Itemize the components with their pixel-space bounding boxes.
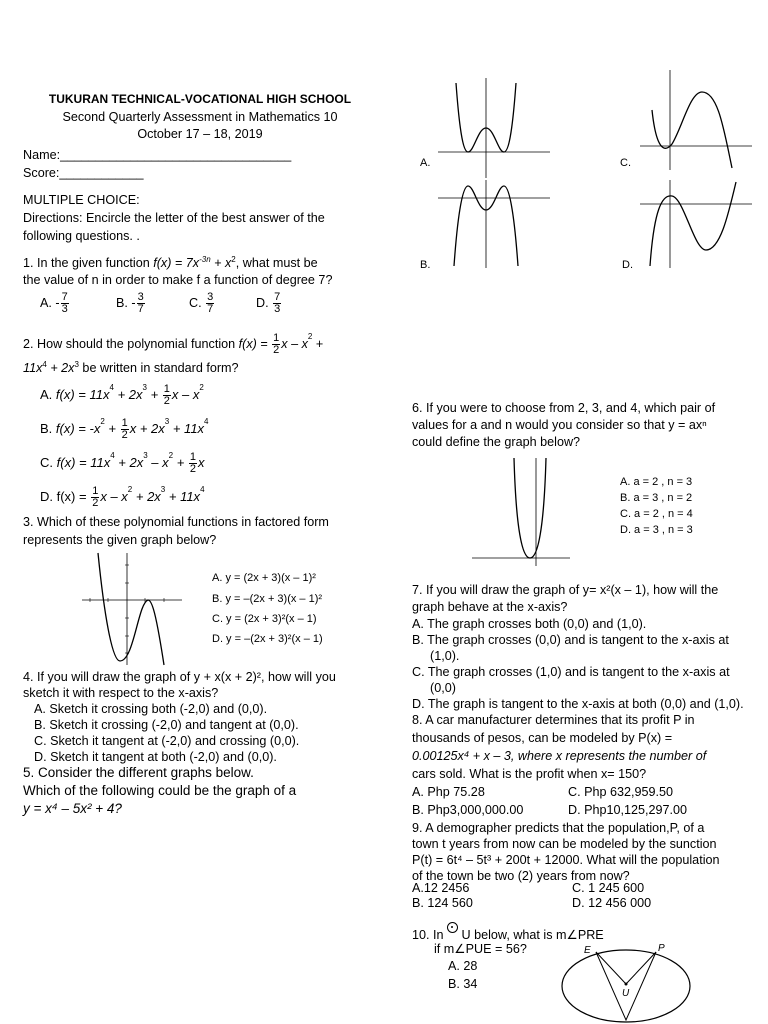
q6-line3: could define the graph below? <box>412 435 581 449</box>
q5-line1: 5. Consider the different graphs below. <box>23 765 254 780</box>
graph-label-a: A. <box>420 157 431 169</box>
directions-line1: Directions: Encircle the letter of the best answer of the <box>23 211 325 225</box>
q10-line2: if m∠PUE = 56? <box>434 942 527 956</box>
q8-option-a[interactable]: A. Php 75.28 <box>412 785 485 799</box>
name-field[interactable]: Name:_________________________________ <box>23 148 292 162</box>
point-p-label: P <box>658 943 665 954</box>
graph-label-b: B. <box>420 259 431 271</box>
q3-option-c[interactable]: C. y = (2x + 3)²(x – 1) <box>212 613 317 625</box>
q6-line1: 6. If you were to choose from 2, 3, and 4, which pair of <box>412 401 716 415</box>
q4-option-b[interactable]: B. Sketch it crossing (-2,0) and tangent at (0,0). <box>34 718 299 732</box>
q2-option-c[interactable]: C. $f(x) = 11x^4 + 2x^3 - x^2$ + $\frac{1}{2}$ x <box>40 451 205 475</box>
q4-line1: 4. If you will draw the graph of y + x(x + 2)², how will you <box>23 670 336 684</box>
q1-line1: 1. In the given function $f(x) = 7x^{-3n} + x^2$, what must be <box>23 255 318 270</box>
q8-line1: 8. A car manufacturer determines that its profit P in <box>412 713 695 727</box>
q8-option-b[interactable]: B. Php3,000,000.00 <box>412 803 524 817</box>
q6-option-a[interactable]: A. a = 2 , n = 3 <box>620 476 693 488</box>
angle-icon: ∠ <box>566 928 578 942</box>
q5-line3: y = x⁴ – 5x² + 4? <box>23 801 122 816</box>
q9-option-b[interactable]: B. 124 560 <box>412 896 473 910</box>
q1-option-d[interactable]: D. $\frac{7}{3}$ <box>256 291 281 315</box>
q6-option-c[interactable]: C. a = 2 , n = 4 <box>620 508 693 520</box>
q1-option-b[interactable]: B. - $\frac{3}{7}$ <box>116 291 144 315</box>
exam-title: Second Quarterly Assessment in Mathematics 10 <box>62 110 338 124</box>
q1-line2: the value of n in order to make f a function of degree 7? <box>23 273 333 287</box>
q10-line1: 10. In U below, what is m∠PRE <box>412 922 604 942</box>
q5-graph-c <box>640 70 755 170</box>
q2-line2: $11x^4 + 2x^3$ be written in standard form? <box>23 360 239 375</box>
q2-option-a[interactable]: A. $f(x) = 11x^4 + 2x^3$ + $\frac{1}{2}$ x – $x^2$ <box>40 383 204 407</box>
q7-option-b-cont: (1,0). <box>430 649 460 663</box>
q2-option-b[interactable]: B. $f(x) = -x^2$ + $\frac{1}{2}$ $x + 2x^3 + 11x^4$ <box>40 417 209 441</box>
q1-option-a[interactable]: A. - $\frac{7}{3}$ <box>40 291 68 315</box>
q9-line4: of the town be two (2) years from now? <box>412 869 630 883</box>
q6-graph <box>472 458 572 568</box>
q9-option-a[interactable]: A.12 2456 <box>412 881 470 895</box>
q6-option-d[interactable]: D. a = 3 , n = 3 <box>620 524 693 536</box>
q5-graph-d <box>640 180 755 270</box>
q4-option-c[interactable]: C. Sketch it tangent at (-2,0) and crossing (0,0). <box>34 734 300 748</box>
q2-option-d[interactable]: D. f(x) = $\frac{1}{2}$ $x - x^2 + 2x^3 + 11x^4$ <box>40 485 205 509</box>
q2-line1: 2. How should the polynomial function f(x) = $\frac{1}{2}$ x – $x^2$ + <box>23 332 324 356</box>
q3-line2: represents the given graph below? <box>23 533 217 547</box>
graph-label-c: C. <box>620 157 631 169</box>
q8-line3: 0.00125x⁴ + x – 3, where x represents the number of <box>412 749 707 763</box>
q7-line1: 7. If you will draw the graph of y= x²(x – 1), how will the <box>412 583 719 597</box>
q3-option-b[interactable]: B. y = –(2x + 3)(x – 1)² <box>212 593 323 605</box>
q6-option-b[interactable]: B. a = 3 , n = 2 <box>620 492 693 504</box>
q7-option-b[interactable]: B. The graph crosses (0,0) and is tangent to the x-axis at <box>412 633 729 647</box>
directions-line2: following questions. . <box>23 229 140 243</box>
q4-option-d[interactable]: D. Sketch it tangent at both (-2,0) and (0,0). <box>34 750 277 764</box>
exam-date: October 17 – 18, 2019 <box>137 127 263 141</box>
q8-option-d[interactable]: D. Php10,125,297.00 <box>568 803 688 817</box>
q3-graph <box>82 553 182 668</box>
point-e-label: E <box>584 945 591 956</box>
q10-option-a[interactable]: A. 28 <box>448 959 478 973</box>
graph-label-d: D. <box>622 259 633 271</box>
q7-option-d[interactable]: D. The graph is tangent to the x-axis at both (0,0) and (1,0). <box>412 697 744 711</box>
q3-option-d[interactable]: D. y = –(2x + 3)²(x – 1) <box>212 633 323 645</box>
q4-option-a[interactable]: A. Sketch it crossing both (-2,0) and (0,0). <box>34 702 268 716</box>
q9-option-d[interactable]: D. 12 456 000 <box>572 896 652 910</box>
q1-option-c[interactable]: C. $\frac{3}{7}$ <box>189 291 214 315</box>
q3-option-a[interactable]: A. y = (2x + 3)(x – 1)² <box>212 572 316 584</box>
section-type: MULTIPLE CHOICE: <box>23 193 140 207</box>
q10-circle-diagram <box>560 946 700 1024</box>
point-u-label: U <box>622 988 630 999</box>
circle-symbol-icon <box>447 922 458 933</box>
q6-line2: values for a and n would you consider so that y = axⁿ <box>412 418 707 432</box>
q10-option-b[interactable]: B. 34 <box>448 977 478 991</box>
school-name: TUKURAN TECHNICAL-VOCATIONAL HIGH SCHOOL <box>48 92 352 106</box>
q7-line2: graph behave at the x-axis? <box>412 600 568 614</box>
q5-line2: Which of the following could be the graph of a <box>23 783 297 798</box>
q3-line1: 3. Which of these polynomial functions in factored form <box>23 515 329 529</box>
score-field[interactable]: Score:____________ <box>23 166 144 180</box>
q9-line3: P(t) = 6t⁴ – 5t³ + 200t + 12000. What will the population <box>412 853 720 867</box>
q7-option-c-cont: (0,0) <box>430 681 456 695</box>
q7-option-c[interactable]: C. The graph crosses (1,0) and is tangent to the x-axis at <box>412 665 730 679</box>
q5-graph-b <box>438 180 553 270</box>
angle-icon: ∠ <box>454 942 466 956</box>
q4-line2: sketch it with respect to the x-axis? <box>23 686 219 700</box>
q9-line2: town t years from now can be modeled by the sunction <box>412 837 717 851</box>
q7-option-a[interactable]: A. The graph crosses both (0,0) and (1,0). <box>412 617 647 631</box>
q8-line2: thousands of pesos, can be modeled by P(x) = <box>412 731 673 745</box>
q8-option-c[interactable]: C. Php 632,959.50 <box>568 785 674 799</box>
q8-line4: cars sold. What is the profit when x= 150? <box>412 767 647 781</box>
q9-option-c[interactable]: C. 1 245 600 <box>572 881 645 895</box>
q5-graph-a <box>438 78 553 178</box>
q9-line1: 9. A demographer predicts that the population,P, of a <box>412 821 705 835</box>
